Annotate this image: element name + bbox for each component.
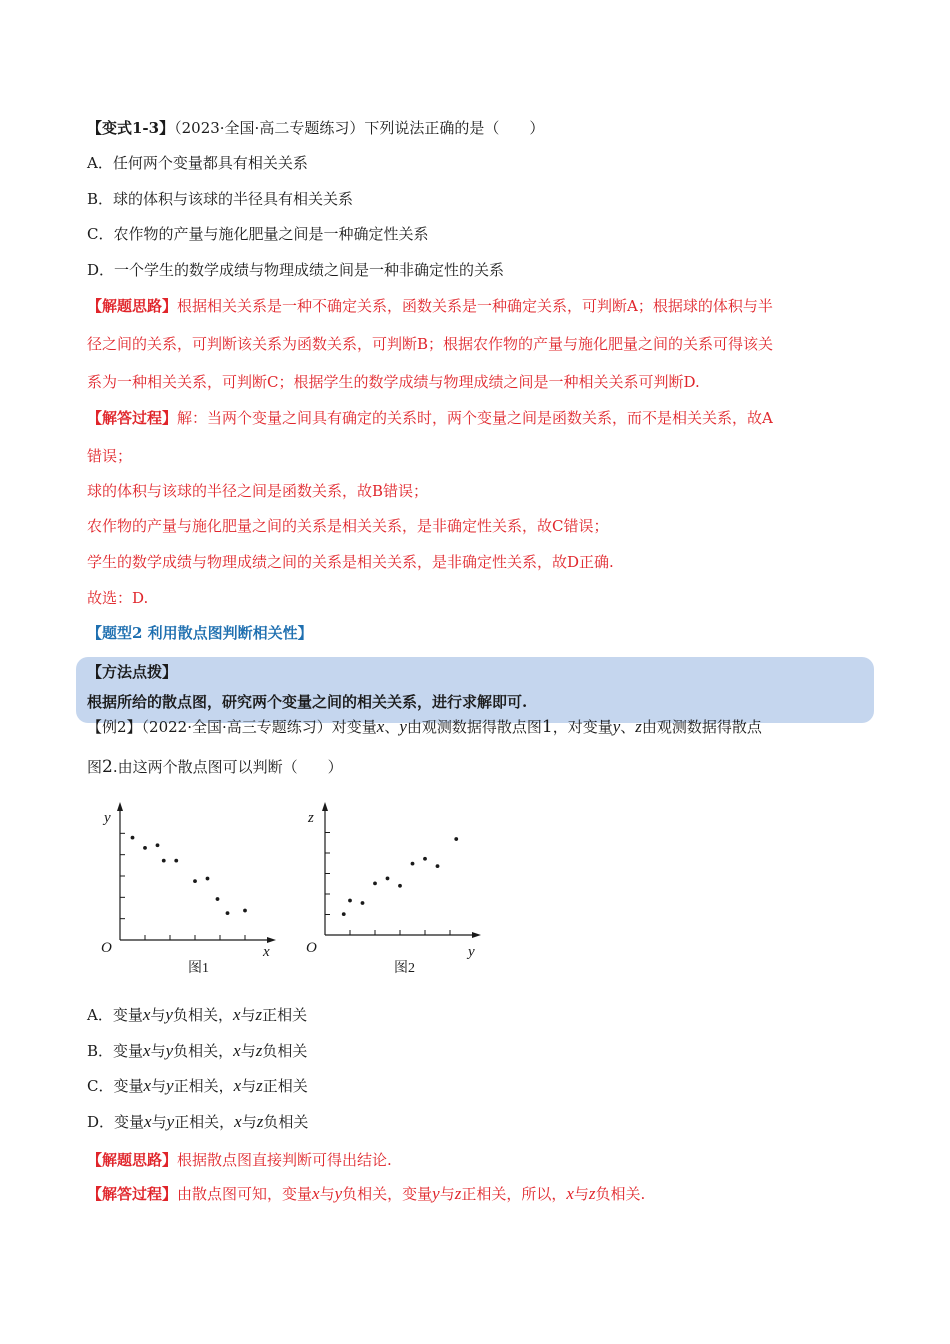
ex2-p-yu1: 与	[319, 1185, 335, 1203]
q13-idea-text-1: 根据相关关系是一种不确定关系，函数关系是一种确定关系，可判断A；根据球的体积与半	[177, 297, 773, 315]
ex2-process-b: 负相关，变量	[342, 1185, 433, 1203]
opt-a-v1: x	[142, 1005, 151, 1024]
ex2-stem-line-1	[87, 717, 867, 737]
ex2-p-y2: y	[432, 1184, 440, 1203]
opt-c-v4: z	[256, 1076, 263, 1095]
ex2-fig2-num: 2	[102, 757, 113, 777]
q13-stem	[87, 118, 867, 138]
opt-b-letter: B．变量	[87, 1042, 144, 1060]
ex2-option-b	[87, 1041, 867, 1061]
q13-process-line-4: 农作物的产量与施化肥量之间的关系是相关关系，是非确定性关系，故C错误；	[87, 517, 609, 535]
q13-process-line-5: 学生的数学成绩与物理成绩之间的关系是相关关系，是非确定性关系，故D正确.	[87, 553, 614, 571]
opt-b-yu2: 与	[240, 1042, 256, 1060]
opt-d-yu1: 与	[151, 1113, 167, 1131]
opt-c-v1: x	[143, 1076, 152, 1095]
fig2-scatter-point	[361, 901, 365, 905]
opt-c-letter: C．变量	[87, 1077, 144, 1095]
opt-d-v2: y	[166, 1112, 175, 1131]
opt-c-yu1: 与	[151, 1077, 167, 1095]
q13-process-line-2: 错误；	[87, 447, 133, 465]
opt-b-v3: x	[233, 1041, 241, 1060]
opt-a-yu1: 与	[150, 1006, 166, 1024]
q13-process-line-3: 球的体积与该球的半径之间是函数关系，故B错误；	[87, 482, 429, 500]
q13-option-a: A．任何两个变量都具有相关关系	[87, 154, 308, 172]
opt-a-yu2: 与	[240, 1006, 256, 1024]
opt-b-rel2: 负相关	[262, 1042, 308, 1060]
method-box	[76, 657, 874, 723]
ex2-dun2: 、	[620, 718, 636, 736]
fig1-xlabel: x	[263, 944, 270, 960]
ex2-process	[87, 1184, 867, 1204]
ex2-dun: 、	[384, 718, 400, 736]
ex2-var-y2: y	[612, 717, 621, 736]
opt-d-rel1: 正相关，	[174, 1113, 235, 1131]
ex2-process-tag: 【解答过程】	[87, 1185, 178, 1203]
ex2-p-y: y	[334, 1184, 343, 1203]
opt-d-v1: x	[144, 1112, 152, 1131]
fig1-title: 图1	[188, 961, 209, 976]
q13-process-tag: 【解答过程】	[87, 409, 178, 427]
q13-option-d: D．一个学生的数学成绩与物理成绩之间是一种非确定性的关系	[87, 261, 505, 279]
q13-option-c: C．农作物的产量与施化肥量之间是一种确定性关系	[87, 225, 429, 243]
opt-a-letter: A．变量	[87, 1006, 143, 1024]
ex2-line2-b: .由这两个散点图可以判断（ ）	[112, 758, 343, 776]
q13-option-b: B．球的体积与该球的半径具有相关关系	[87, 190, 354, 208]
opt-a-v2: y	[165, 1005, 173, 1024]
fig1-y-arrow	[117, 802, 123, 811]
ex2-p-x2: x	[566, 1184, 574, 1203]
q13-source: （2023·全国·高二专题练习）下列说法正确的是（ ）	[174, 119, 545, 137]
ex2-idea-text: 根据散点图直接判断可得出结论.	[177, 1151, 392, 1169]
type2-heading: 【题型2 利用散点图判断相关性】	[87, 624, 313, 642]
ex2-source-d: 由观测数据得散点	[641, 718, 762, 736]
fig1-scatter-point	[143, 846, 147, 850]
fig2-origin: O	[306, 940, 317, 956]
fig1-scatter-point	[131, 836, 135, 840]
fig2-x-arrow	[472, 932, 481, 938]
ex2-line2-a: 图	[87, 758, 103, 776]
ex2-var-y: y	[399, 717, 407, 736]
opt-c-rel1: 正相关，	[173, 1077, 234, 1095]
fig2-scatter-point	[436, 864, 440, 868]
q13-idea-line-1	[87, 296, 867, 316]
fig1-ticks	[120, 833, 245, 940]
ex2-source-b: 由观测数据得散点图	[406, 718, 542, 736]
fig2-scatter-point	[454, 837, 458, 841]
opt-d-rel2: 负相关	[263, 1113, 309, 1131]
fig2-xlabel: y	[468, 944, 475, 960]
fig1-origin: O	[101, 940, 112, 956]
ex2-option-d	[87, 1112, 867, 1132]
fig2-points	[342, 837, 458, 916]
fig2-ylabel: z	[308, 810, 314, 826]
ex2-p-z2: z	[588, 1184, 596, 1203]
fig1-scatter-point	[162, 859, 166, 863]
fig2-scatter-point	[398, 884, 402, 888]
fig2-scatter-point	[342, 912, 346, 916]
opt-d-yu2: 与	[241, 1113, 257, 1131]
ex2-var-z: z	[635, 717, 642, 736]
opt-c-v2: y	[166, 1076, 174, 1095]
fig2-ticks	[325, 833, 450, 936]
ex2-tag: 【例2】	[87, 718, 142, 736]
opt-b-v4: z	[255, 1041, 263, 1060]
fig1-scatter-point	[174, 859, 178, 863]
fig2-scatter-point	[386, 877, 390, 881]
opt-a-v4: z	[255, 1005, 263, 1024]
ex2-process-a: 由散点图可知，变量	[177, 1185, 313, 1203]
q13-process-line-1	[87, 408, 867, 428]
opt-b-v2: y	[165, 1041, 174, 1060]
fig1-x-arrow	[267, 937, 276, 943]
fig1-ylabel: y	[104, 810, 111, 826]
ex2-idea-tag: 【解题思路】	[87, 1151, 178, 1169]
ex2-source-a: （2022·全国·高三专题练习）对变量	[141, 718, 377, 736]
fig1-scatter-point	[243, 909, 247, 913]
method-title: 【方法点拨】	[87, 663, 178, 681]
q13-process-text-1: 解：当两个变量之间具有确定的关系时，两个变量之间是函数关系，而不是相关关系，故A	[177, 409, 773, 427]
fig2-scatter-point	[373, 881, 377, 885]
opt-b-rel1: 负相关，	[173, 1042, 234, 1060]
opt-d-v3: x	[234, 1112, 242, 1131]
opt-b-yu1: 与	[150, 1042, 166, 1060]
fig2-scatter-point	[423, 857, 427, 861]
opt-a-rel2: 正相关	[262, 1006, 308, 1024]
opt-a-rel1: 负相关，	[172, 1006, 233, 1024]
opt-c-yu2: 与	[241, 1077, 257, 1095]
ex2-option-c	[87, 1076, 867, 1096]
opt-a-v3: x	[232, 1005, 241, 1024]
opt-d-letter: D．变量	[87, 1113, 145, 1131]
scatter-plot-figure-2	[300, 800, 500, 980]
scatter-plot-figure-1	[95, 800, 295, 980]
fig1-scatter-point	[216, 897, 220, 901]
ex2-stem-line-2	[87, 757, 867, 777]
ex2-option-a	[87, 1005, 867, 1025]
opt-b-v1: x	[143, 1041, 151, 1060]
ex2-idea	[87, 1150, 867, 1170]
ex2-p-x: x	[312, 1184, 320, 1203]
ex2-p-yu2: 与	[439, 1185, 455, 1203]
q13-tag: 【变式1-3】	[87, 119, 175, 137]
ex2-source-c: ，对变量	[552, 718, 613, 736]
ex2-p-z: z	[454, 1184, 462, 1203]
method-text: 根据所给的散点图，研究两个变量之间的相关关系，进行求解即可.	[87, 693, 528, 711]
opt-c-rel2: 正相关	[262, 1077, 308, 1095]
fig1-points	[131, 836, 247, 915]
fig2-scatter-point	[411, 862, 415, 866]
fig1-scatter-point	[193, 879, 197, 883]
fig1-scatter-point	[206, 877, 210, 881]
ex2-p-yu3: 与	[573, 1185, 589, 1203]
opt-c-v3: x	[233, 1076, 242, 1095]
ex2-fig1-num: 1	[541, 717, 553, 737]
fig2-y-arrow	[322, 802, 328, 811]
ex2-process-c: 正相关，所以，	[461, 1185, 567, 1203]
opt-d-v4: z	[256, 1112, 264, 1131]
q13-process-line-6: 故选：D.	[87, 589, 149, 607]
ex2-process-d: 负相关.	[595, 1185, 646, 1203]
q13-idea-tag: 【解题思路】	[87, 297, 178, 315]
fig2-title: 图2	[394, 961, 415, 976]
q13-idea-line-2: 径之间的关系，可判断该关系为函数关系，可判断B；根据农作物的产量与施化肥量之间的关系可得该关	[87, 335, 774, 353]
fig2-scatter-point	[348, 899, 352, 903]
ex2-var-x: x	[376, 717, 385, 736]
q13-idea-line-3: 系为一种相关关系，可判断C；根据学生的数学成绩与物理成绩之间是一种相关关系可判断D.	[87, 373, 700, 391]
fig1-scatter-point	[226, 911, 230, 915]
fig1-scatter-point	[156, 843, 160, 847]
